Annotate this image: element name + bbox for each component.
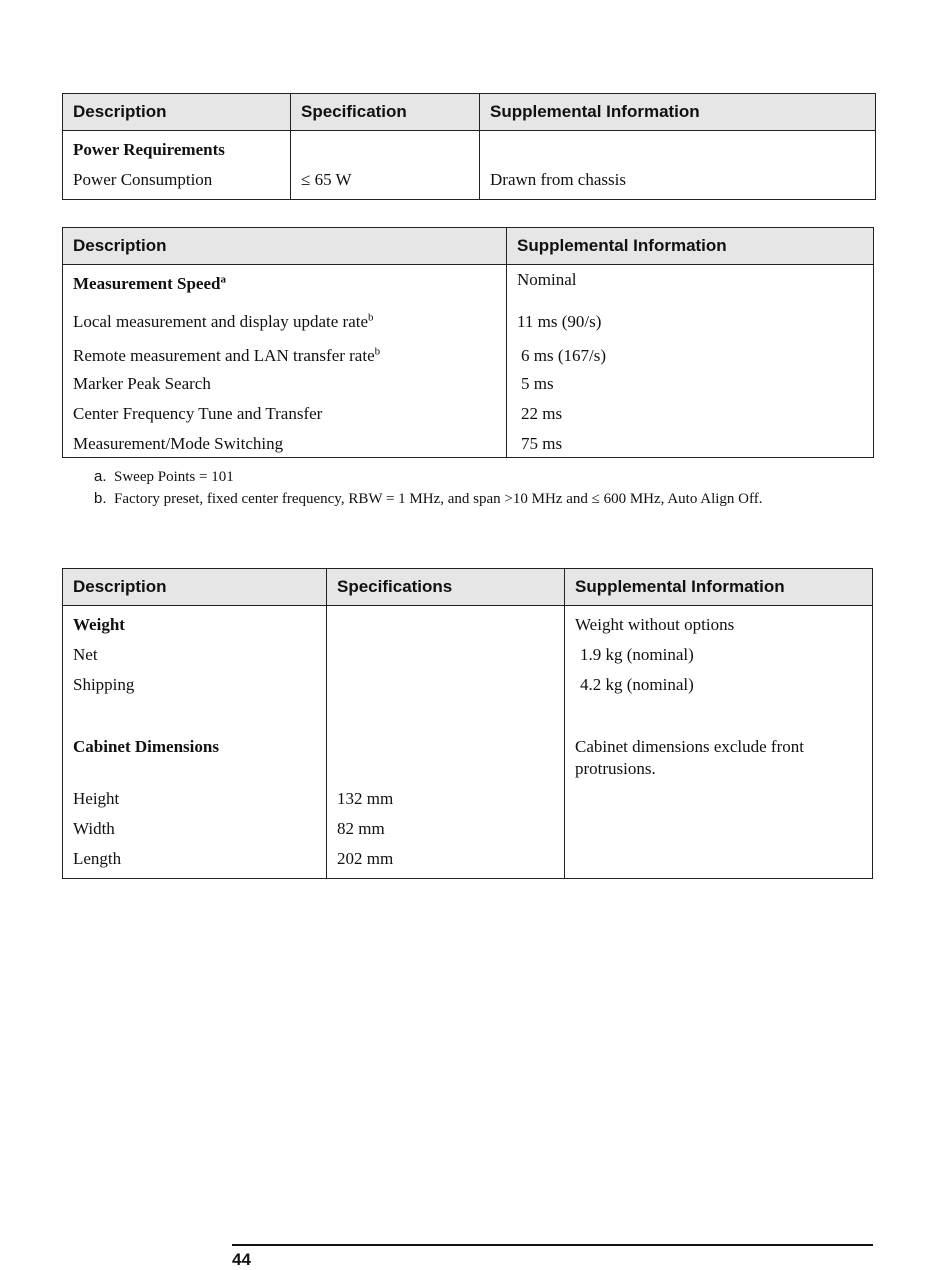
table-row [63, 644, 873, 674]
section-note: Cabinet dimensions exclude front protrusions. [565, 704, 873, 788]
row-value: 6 ms (167/s) [507, 339, 874, 373]
row-value: 22 ms [507, 403, 874, 433]
row-value: 75 ms [507, 433, 874, 458]
power-requirements-table [62, 93, 876, 200]
table-row [63, 305, 874, 339]
row-specification: ≤ 65 W [291, 169, 480, 200]
row-specification: 202 mm [327, 848, 565, 879]
column-header-supplemental: Supplemental Information [480, 94, 876, 131]
table-row [63, 606, 873, 645]
section-title: Cabinet Dimensions [63, 704, 327, 788]
table-row [63, 131, 876, 170]
table-header-row [63, 228, 874, 265]
row-description: Height [63, 788, 327, 818]
table-header-row [63, 94, 876, 131]
table-row [63, 373, 874, 403]
page-number: 44 [232, 1250, 251, 1269]
row-description: Power Consumption [63, 169, 291, 200]
row-description: Width [63, 818, 327, 848]
column-header-description: Description [63, 228, 507, 265]
row-description: Marker Peak Search [63, 373, 507, 403]
table-row [63, 848, 873, 879]
footnote-ref: a [220, 273, 226, 286]
footnote-text: Sweep Points = 101 [114, 469, 234, 485]
row-description: Net [63, 644, 327, 674]
table-row [63, 674, 873, 704]
row-value: 11 ms (90/s) [507, 305, 874, 339]
table-row [63, 704, 873, 788]
table-row [63, 788, 873, 818]
section-note: Weight without options [565, 606, 873, 645]
physical-specs-table [62, 568, 873, 879]
footnote-ref: b [368, 311, 374, 324]
row-description: Remote measurement and LAN transfer rate$^b$ [63, 339, 507, 373]
column-header-supplemental: Supplemental Information [565, 569, 873, 606]
row-specification: 82 mm [327, 818, 565, 848]
row-description: Local measurement and display update rate$^b$ [63, 305, 507, 339]
table-row [63, 433, 874, 458]
footer-rule [232, 1244, 873, 1246]
row-supplemental: 4.2 kg (nominal) [565, 674, 873, 704]
section-title: Measurement Speed$^a$ [63, 265, 507, 306]
footnote-b [94, 488, 763, 510]
row-description: Measurement/Mode Switching [63, 433, 507, 458]
footnotes [94, 466, 763, 510]
row-supplemental: Drawn from chassis [480, 169, 876, 200]
row-description: Length [63, 848, 327, 879]
row-description: Shipping [63, 674, 327, 704]
footnote-a [94, 466, 763, 488]
column-header-description: Description [63, 569, 327, 606]
table-row [63, 818, 873, 848]
table-row [63, 169, 876, 200]
footnote-label: a. [94, 468, 107, 485]
column-header-specification: Specification [291, 94, 480, 131]
row-supplemental: 1.9 kg (nominal) [565, 644, 873, 674]
measurement-speed-table [62, 227, 874, 458]
column-header-supplemental: Supplemental Information [507, 228, 874, 265]
table-row [63, 339, 874, 373]
table-row [63, 265, 874, 306]
row-specification: 132 mm [327, 788, 565, 818]
row-value: 5 ms [507, 373, 874, 403]
row-description: Center Frequency Tune and Transfer [63, 403, 507, 433]
footnote-text: Factory preset, fixed center frequency, RBW = 1 MHz, and span >10 MHz and ≤ 600 MHz, Auto Align Off. [114, 491, 763, 507]
footnote-ref: b [374, 345, 381, 358]
footnote-label: b. [94, 490, 107, 507]
column-header-description: Description [63, 94, 291, 131]
section-title: Weight [63, 606, 327, 645]
section-title: Power Requirements [63, 131, 291, 170]
section-note: Nominal [507, 265, 874, 306]
table-row [63, 403, 874, 433]
table-header-row [63, 569, 873, 606]
column-header-specifications: Specifications [327, 569, 565, 606]
